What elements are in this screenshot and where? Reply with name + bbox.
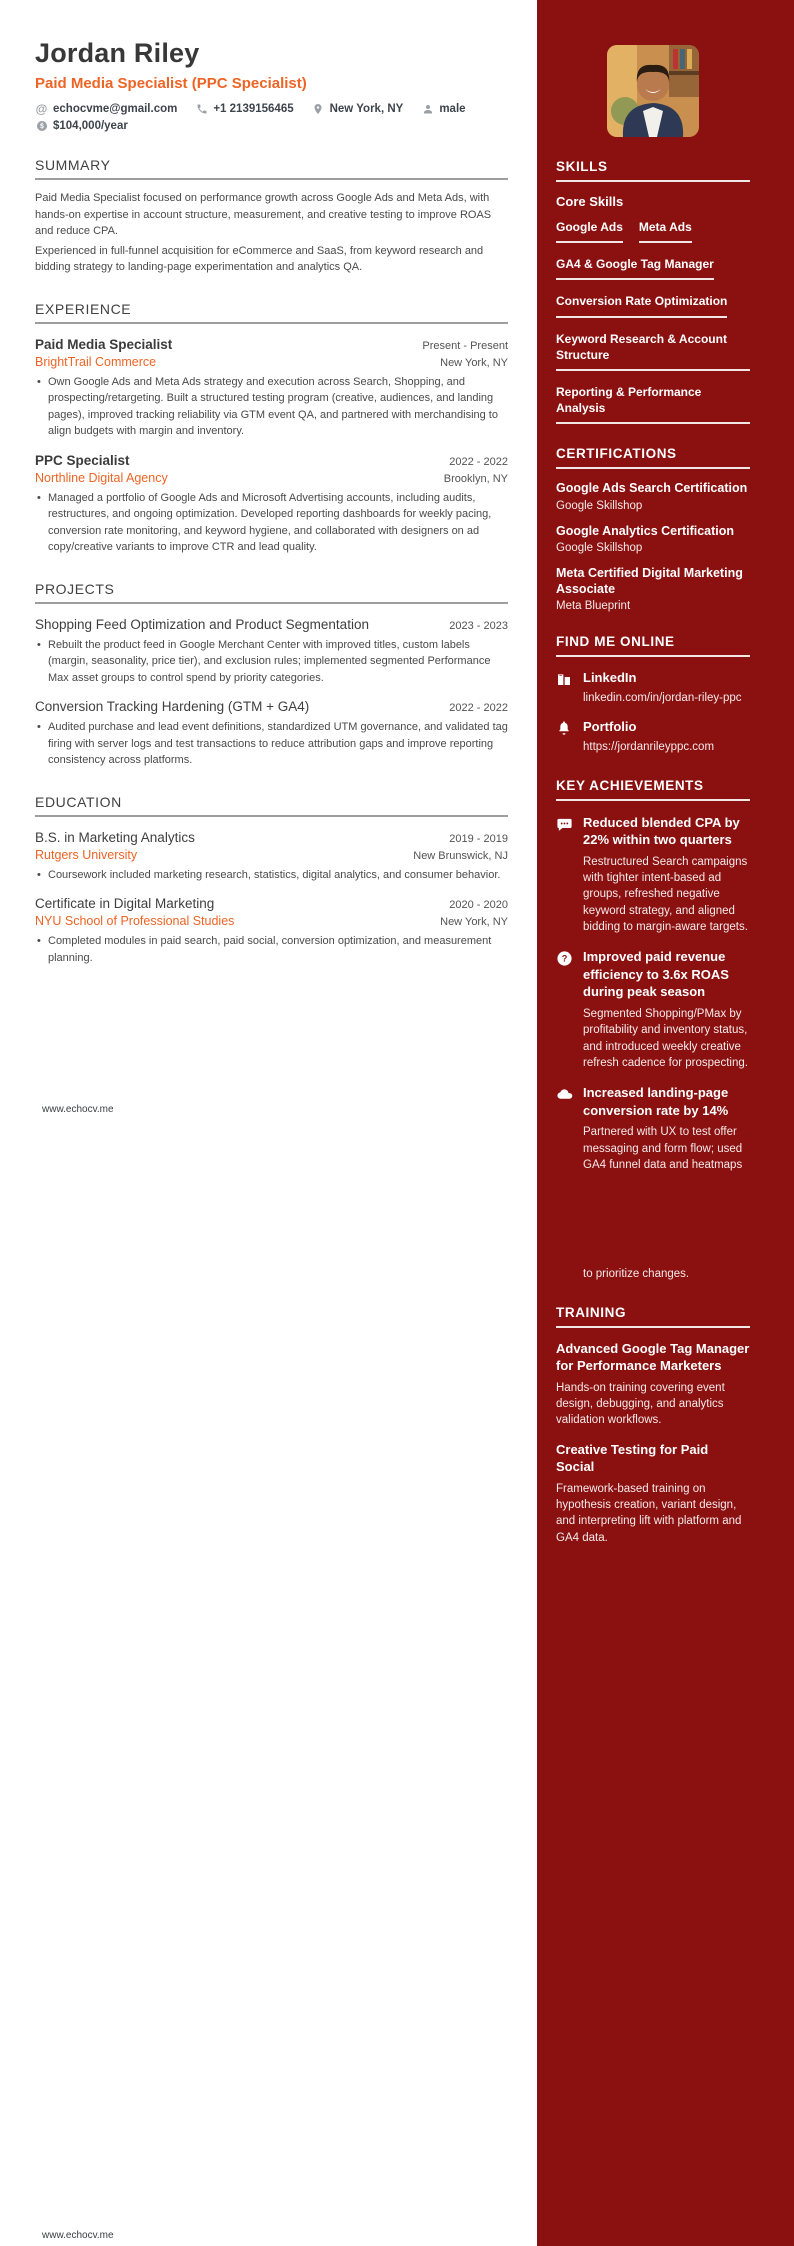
sidebar-divider <box>556 799 750 801</box>
contact-salary <box>35 119 128 132</box>
job-company: BrightTrail Commerce <box>35 354 157 369</box>
job-title: PPC Specialist <box>35 452 130 468</box>
summary-paragraph: Experienced in full-funnel acquisition for eCommerce and SaaS, from keyword research and bidding strategy to landing-page experimentation and analytics QA. <box>35 244 484 273</box>
footer-site-page2: www.echocv.me <box>42 2230 114 2241</box>
skills-heading: SKILLS <box>556 159 608 174</box>
candidate-name: Jordan Riley <box>35 38 200 68</box>
projects-section <box>35 581 508 769</box>
section-divider <box>35 322 508 324</box>
skills-list <box>556 219 750 424</box>
certification-issuer: Google Skillshop <box>556 541 643 554</box>
job-bullet: • Managed a portfolio of Google Ads and Microsoft Advertising accounts, including audits, restructures, and ongoing optimization. Developed reporting dashboards for weekly pacing, conversion rate monitoring, and keyword hygiene, and collaborated with designers on ad copy/creative variants to improve CTR and lead quality. <box>35 490 508 556</box>
summary-text <box>35 190 508 276</box>
job-bullet: • Own Google Ads and Meta Ads strategy and execution across Search, Shopping, and prospecting/retargeting. Built a structured testing program (creative, audiences, and landing pages), improved tracking reliability via GTM event QA, and partnered with merchandising to align budgets with margin and inventory. <box>35 374 508 440</box>
degree-title: B.S. in Marketing Analytics <box>35 829 195 845</box>
job-location: Brooklyn, NY <box>443 472 508 485</box>
school-name: Rutgers University <box>35 847 138 862</box>
profile-photo-illustration <box>607 45 699 137</box>
footer-site-page1: www.echocv.me <box>42 1104 114 1115</box>
online-link-label[interactable]: Portfolio <box>583 719 637 735</box>
key-achievements-heading: KEY ACHIEVEMENTS <box>556 777 704 793</box>
skill-tag: Conversion Rate Optimization <box>556 293 727 317</box>
certifications-section <box>556 446 750 612</box>
education-bullet: • Coursework included marketing research, statistics, digital analytics, and consumer behavior. <box>35 867 508 884</box>
degree-dates: 2019 - 2019 <box>449 832 508 845</box>
contact-phone-text: +1 2139156465 <box>213 102 294 115</box>
experience-entry <box>35 337 508 440</box>
contact-gender-label: New York, NY <box>329 102 404 115</box>
contact-phone <box>195 102 293 115</box>
certification-issuer: Meta Blueprint <box>556 600 631 613</box>
summary-paragraph: Paid Media Specialist focused on performance growth across Google Ads and Meta Ads, with hands-on expertise in account structure, measurement, and creative testing to improve ROAS and reduce CPA. <box>35 192 492 237</box>
achievement-item <box>556 948 750 1071</box>
project-entry <box>35 617 508 687</box>
contact-email <box>35 102 177 115</box>
section-divider <box>35 815 508 817</box>
speech-bubble-icon <box>556 814 583 936</box>
sidebar-divider <box>556 1326 750 1328</box>
job-dates: 2022 - 2022 <box>449 455 508 468</box>
find-me-online-section <box>556 634 750 755</box>
sidebar <box>537 0 794 2246</box>
job-location: New York, NY <box>440 356 508 369</box>
school-location: New Brunswick, NJ <box>413 849 508 862</box>
linkedin-icon <box>556 669 583 706</box>
training-title: Advanced Google Tag Manager for Performance Marketers <box>556 1340 750 1374</box>
salary-icon <box>35 119 48 132</box>
find-me-online-heading: FIND ME ONLINE <box>556 634 675 650</box>
certification-item <box>556 565 750 613</box>
summary-heading: SUMMARY <box>35 157 111 173</box>
achievement-description: Restructured Search campaigns with tighter intent-based ad groups, refreshed negative keyword strategy, and aligned bidding to margin-aware targets. <box>583 855 748 933</box>
skill-tag: Google Ads <box>556 219 623 243</box>
training-description: Hands-on training covering event design, debugging, and analytics validation workflows. <box>556 1381 725 1427</box>
section-divider <box>35 178 508 180</box>
skill-tag: Reporting & Performance Analysis <box>556 384 750 424</box>
project-title: Shopping Feed Optimization and Product Segmentation <box>35 616 369 632</box>
project-dates: 2022 - 2022 <box>449 702 508 714</box>
school-name: NYU School of Professional Studies <box>35 914 235 928</box>
location-icon <box>312 102 325 115</box>
project-dates: 2023 - 2023 <box>449 619 508 632</box>
online-link-url[interactable]: linkedin.com/in/jordan-riley-ppc <box>583 692 742 705</box>
contact-salary-text: $104,000/year <box>53 119 128 132</box>
degree-dates: 2020 - 2020 <box>449 899 508 911</box>
contact-gender-text: male <box>439 102 466 115</box>
achievement-title: Improved paid revenue efficiency to 3.6x ROAS during peak season <box>583 949 729 1000</box>
svg-text:?: ? <box>561 953 568 964</box>
training-section <box>556 1305 750 1546</box>
school-location: New York, NY <box>440 916 508 928</box>
skills-group-title: Core Skills <box>556 194 624 209</box>
contact-email-text: echocvme@gmail.com <box>53 102 178 115</box>
skill-tag: Keyword Research & Account Structure <box>556 331 750 371</box>
certification-title: Meta Certified Digital Marketing Associate <box>556 565 743 597</box>
achievement-description: Segmented Shopping/PMax by profitability and inventory status, and introduced weekly creative refresh cadence for prospecting. <box>583 1007 748 1069</box>
skill-tag: GA4 & Google Tag Manager <box>556 256 714 280</box>
certifications-heading: CERTIFICATIONS <box>556 446 677 462</box>
profile-photo <box>607 45 699 137</box>
main-column <box>0 0 537 966</box>
certification-title: Google Ads Search Certification <box>556 481 748 496</box>
training-heading: TRAINING <box>556 1304 627 1320</box>
project-bullet: • Rebuilt the product feed in Google Merchant Center with improved titles, custom labels (margin, seasonality, price tier), and exclusion rules; implemented segmented Performance Max asset groups to control spend by priority categories. <box>35 637 508 687</box>
education-heading: EDUCATION <box>35 793 122 810</box>
cloud-icon <box>556 1084 583 1282</box>
education-entry <box>35 830 508 884</box>
online-link-label[interactable]: LinkedIn <box>583 670 637 686</box>
projects-heading: PROJECTS <box>35 580 115 597</box>
sidebar-divider <box>556 655 750 657</box>
achievement-item <box>556 814 750 936</box>
contact-location <box>312 102 404 115</box>
bell-icon <box>556 718 583 755</box>
contact-info <box>35 102 508 132</box>
certification-item <box>556 480 750 511</box>
achievement-description-start: Partnered with UX to test offer messaging and form flow; used GA4 funnel data and heatmaps <box>583 1126 743 1171</box>
online-link-item <box>556 669 750 706</box>
training-title: Creative Testing for Paid Social <box>556 1441 709 1475</box>
certification-item <box>556 523 750 554</box>
job-dates: Present - Present <box>422 339 508 352</box>
sidebar-divider <box>556 467 750 469</box>
achievement-description-end: to prioritize changes. <box>583 1268 690 1281</box>
phone-icon <box>195 102 208 115</box>
summary-section <box>35 157 508 276</box>
online-link-item <box>556 718 750 755</box>
section-divider <box>35 602 508 604</box>
certification-issuer: Google Skillshop <box>556 499 643 512</box>
experience-heading: EXPERIENCE <box>35 300 132 317</box>
education-section <box>35 794 508 967</box>
person-icon <box>421 102 434 115</box>
candidate-headline: Paid Media Specialist (PPC Specialist) <box>35 75 307 92</box>
experience-section <box>35 301 508 556</box>
training-item <box>556 1340 750 1429</box>
skills-section <box>556 159 750 424</box>
achievement-title: Reduced blended CPA by 22% within two quarters <box>583 814 740 848</box>
email-icon: @ <box>35 101 48 116</box>
question-circle-icon <box>556 948 583 1071</box>
achievement-title: Increased landing-page conversion rate by 14% <box>583 1085 729 1118</box>
skill-tag: Meta Ads <box>639 219 692 243</box>
experience-entry <box>35 453 508 556</box>
degree-title: Certificate in Digital Marketing <box>35 896 215 911</box>
project-title: Conversion Tracking Hardening (GTM + GA4) <box>35 699 310 714</box>
training-description: Framework-based training on hypothesis creation, variant design, and interpreting lift with platform and GA4 data. <box>556 1482 742 1544</box>
key-achievements-section <box>556 778 750 1283</box>
sidebar-divider <box>556 180 750 182</box>
page-break-gap <box>583 1173 750 1261</box>
job-company: Northline Digital Agency <box>35 470 168 485</box>
project-entry <box>35 699 508 769</box>
job-title: Paid Media Specialist <box>35 336 173 352</box>
training-item <box>556 1441 750 1546</box>
certification-title: Google Analytics Certification <box>556 523 735 538</box>
achievement-item <box>556 1084 750 1282</box>
contact-gender <box>421 102 465 115</box>
education-entry <box>35 896 508 966</box>
online-link-url[interactable]: https://jordanrileyppc.com <box>583 741 715 754</box>
project-bullet: • Audited purchase and lead event definitions, standardized UTM governance, and validated tag firing with server logs and test transactions to reduce attribution gaps and improve reporting consistency across platforms. <box>35 719 508 769</box>
education-bullet: • Completed modules in paid search, paid social, conversion optimization, and measurement planning. <box>35 933 508 966</box>
